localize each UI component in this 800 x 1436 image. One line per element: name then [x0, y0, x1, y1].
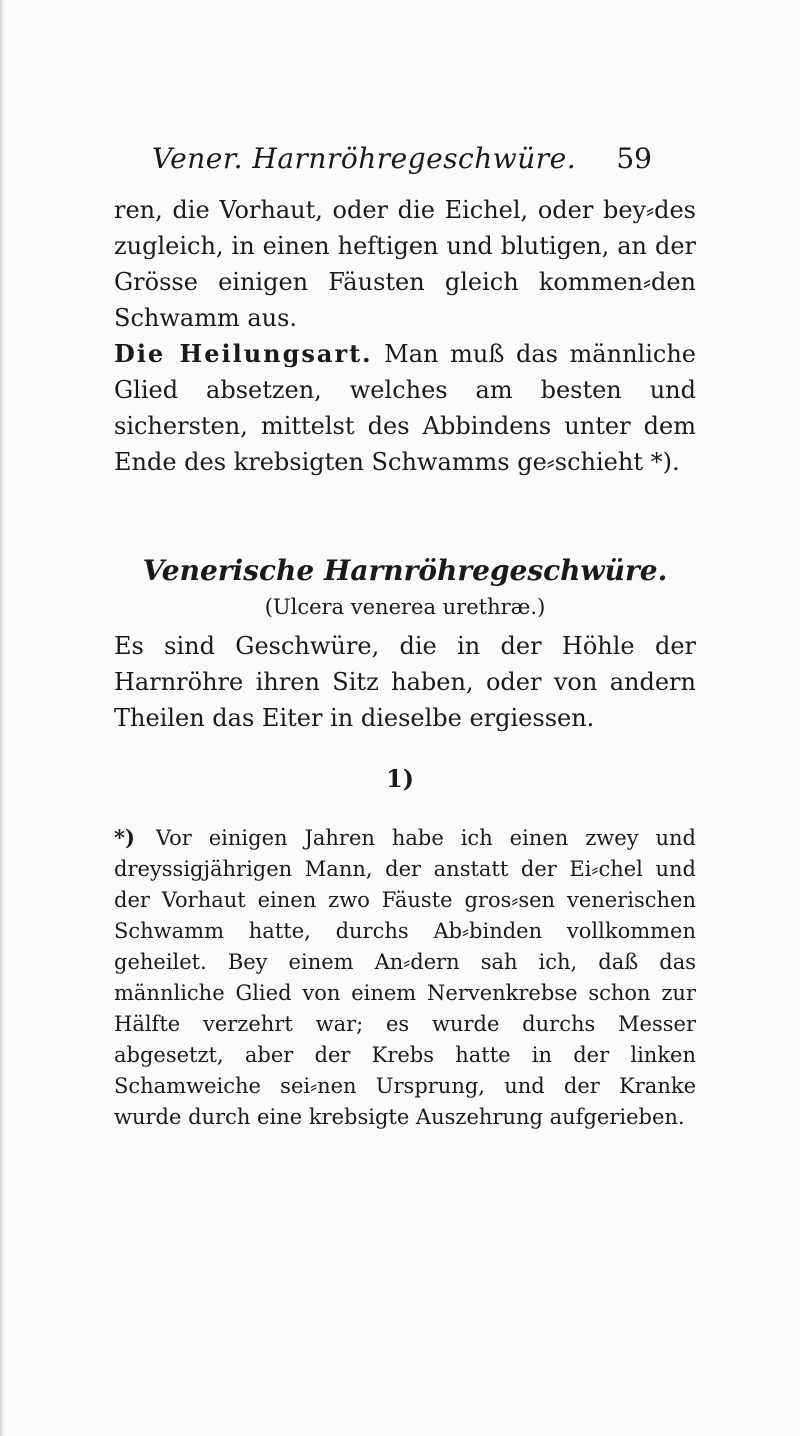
section-title: Venerische Harnröhregeschwüre. — [142, 554, 668, 587]
paragraph-continuation: ren, die Vorhaut, oder die Eichel, oder bey⸗des zugleich, in einen heftigen und blutigen, an der Grösse einigen Fäusten gleich kommen⸗den Schwamm aus. — [114, 196, 696, 332]
catchword: 1) — [385, 764, 415, 793]
paragraph-definition: Es sind Geschwüre, die in der Höhle der Harnröhre ihren Sitz haben, oder von andern Theilen das Eiter in dieselbe ergiessen. — [114, 632, 696, 732]
footnote-marker: *) — [114, 825, 135, 850]
footnote — [114, 822, 696, 1133]
section-subtitle: (Ulcera venerea urethræ.) — [264, 595, 546, 619]
scan-edge — [0, 0, 4, 1436]
page-number: 59 — [616, 142, 652, 175]
footnote-text: Vor einigen Jahren habe ich einen zwey und dreyssigjährigen Mann, der anstatt der Ei⸗chel und der Vorhaut einen zwo Fäuste gros⸗sen venerischen Schwamm hatte, durchs Ab⸗binden vollkommen geheilet. Bey einem An⸗dern sah ich, daß das männliche Glied von einem Nervenkrebse schon zur Hälfte verzehrt war; es wurde durchs Messer abgesetzt, aber der Krebs hatte in der linken Schamweiche sei⸗nen Ursprung, und der Kranke wurde durch eine krebsigte Auszehrung aufgerieben. — [114, 826, 696, 1129]
healing-label: Die Heilungsart. — [114, 339, 373, 368]
section-heading — [114, 552, 696, 622]
paragraph-healing — [114, 336, 696, 480]
running-title: Vener. Harnröhregeschwüre. — [152, 142, 577, 175]
healing-text: Man muß das männliche Glied absetzen, welches am besten und sichersten, mittelst des Abbindens unter dem Ende des krebsigten Schwamms ge⸗schieht *). — [114, 340, 696, 476]
running-head — [152, 142, 652, 182]
